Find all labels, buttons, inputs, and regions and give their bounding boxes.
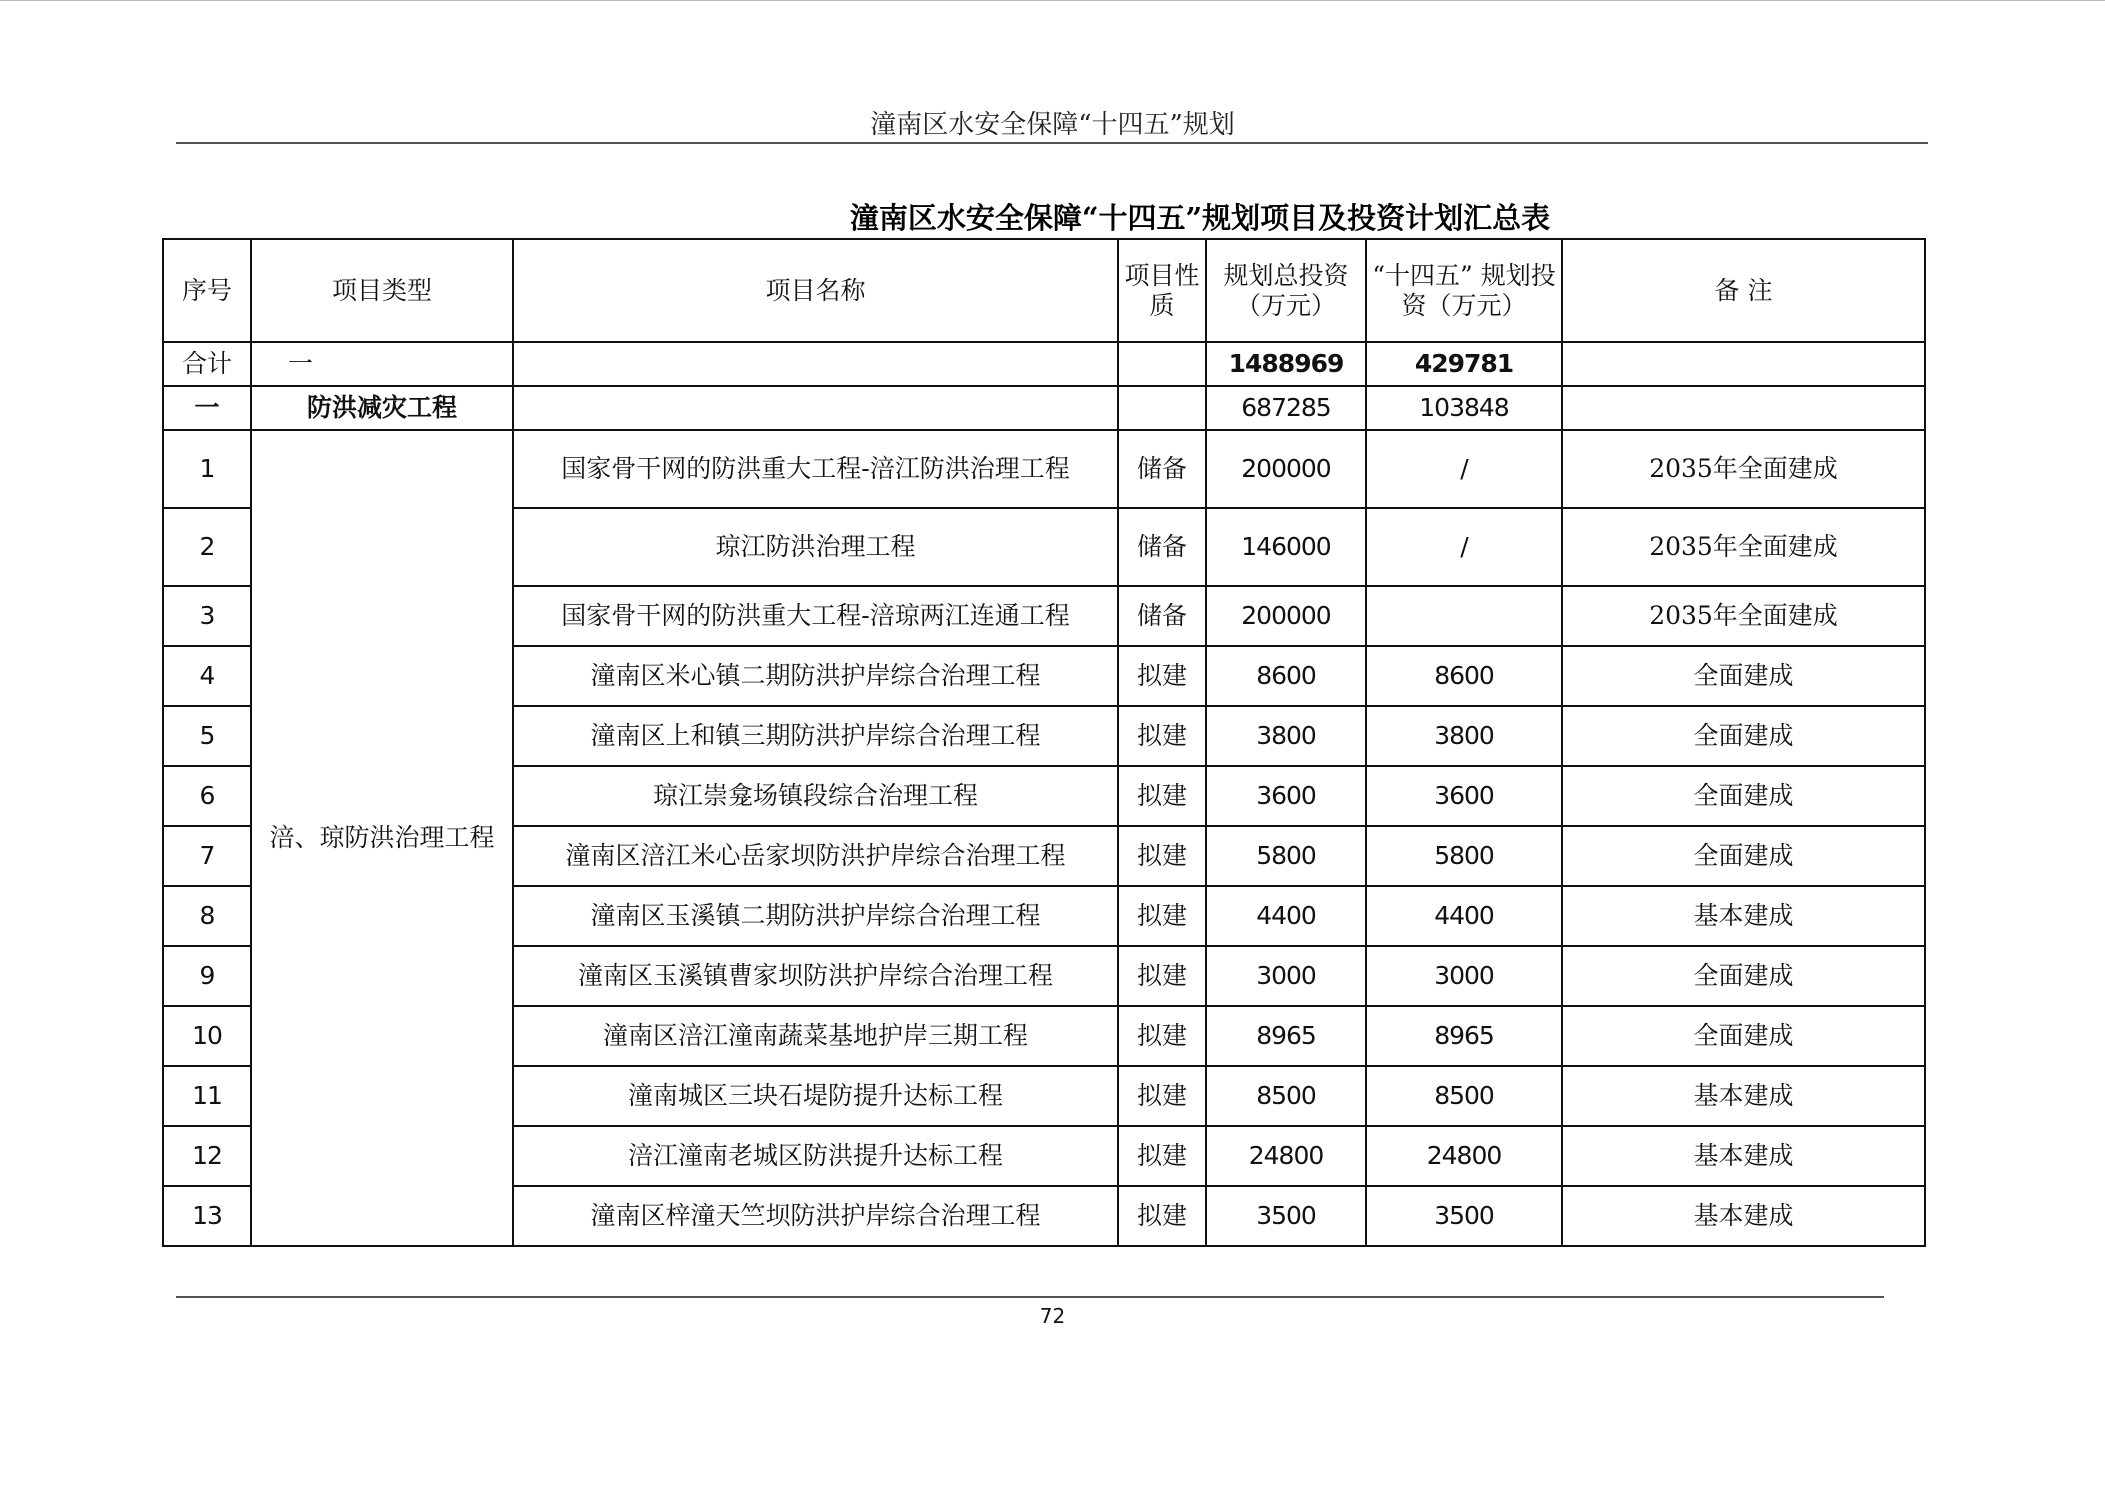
total-label: 合计: [163, 342, 251, 386]
row-total-investment: 8965: [1206, 1006, 1366, 1066]
row-nature: 拟建: [1118, 1066, 1206, 1126]
col-header-seq: 序号: [163, 239, 251, 342]
row-total-investment: 3800: [1206, 706, 1366, 766]
row-project-name: 潼南区玉溪镇曹家坝防洪护岸综合治理工程: [513, 946, 1118, 1006]
section-name-cell: [513, 386, 1118, 430]
total-row: [163, 342, 1925, 386]
total-note-cell: [1562, 342, 1925, 386]
row-plan14-investment: 8965: [1366, 1006, 1562, 1066]
row-note: 全面建成: [1562, 826, 1925, 886]
row-seq: 2: [163, 508, 251, 586]
row-note: 基本建成: [1562, 1066, 1925, 1126]
row-project-name: 国家骨干网的防洪重大工程-涪江防洪治理工程: [513, 430, 1118, 508]
row-note: 全面建成: [1562, 706, 1925, 766]
row-seq: 12: [163, 1126, 251, 1186]
row-note: 2035年全面建成: [1562, 508, 1925, 586]
row-seq: 4: [163, 646, 251, 706]
section-row: [163, 386, 1925, 430]
col-header-plan14: “十四五” 规划投资（万元）: [1366, 239, 1562, 342]
row-nature: 储备: [1118, 430, 1206, 508]
row-plan14-investment: 3800: [1366, 706, 1562, 766]
row-seq: 8: [163, 886, 251, 946]
row-note: 全面建成: [1562, 946, 1925, 1006]
row-project-name: 潼南区涪江米心岳家坝防洪护岸综合治理工程: [513, 826, 1118, 886]
col-header-total: 规划总投资（万元）: [1206, 239, 1366, 342]
row-project-name: 潼南城区三块石堤防提升达标工程: [513, 1066, 1118, 1126]
footer-divider: [176, 1296, 1884, 1298]
row-total-investment: 8600: [1206, 646, 1366, 706]
row-nature: 拟建: [1118, 766, 1206, 826]
row-project-name: 潼南区米心镇二期防洪护岸综合治理工程: [513, 646, 1118, 706]
row-note: 2035年全面建成: [1562, 430, 1925, 508]
row-plan14-investment: 3600: [1366, 766, 1562, 826]
table-title: 潼南区水安全保障“十四五”规划项目及投资计划汇总表: [849, 201, 1551, 235]
row-total-investment: 200000: [1206, 430, 1366, 508]
row-total-investment: 3600: [1206, 766, 1366, 826]
section-note-cell: [1562, 386, 1925, 430]
row-plan14-investment: 4400: [1366, 886, 1562, 946]
row-seq: 13: [163, 1186, 251, 1246]
header-divider: [176, 142, 1928, 144]
row-plan14-investment: 5800: [1366, 826, 1562, 886]
row-note: 基本建成: [1562, 1126, 1925, 1186]
row-seq: 10: [163, 1006, 251, 1066]
row-plan14-investment: 24800: [1366, 1126, 1562, 1186]
section-type: 防洪减灾工程: [251, 386, 513, 430]
top-border: [0, 0, 2105, 1]
total-name-cell: [513, 342, 1118, 386]
row-seq: 5: [163, 706, 251, 766]
row-nature: 拟建: [1118, 826, 1206, 886]
row-project-name: 潼南区上和镇三期防洪护岸综合治理工程: [513, 706, 1118, 766]
col-header-name: 项目名称: [513, 239, 1118, 342]
row-plan14-investment: [1366, 586, 1562, 646]
table-header-row: [163, 239, 1925, 342]
col-header-nature: 项目性质: [1118, 239, 1206, 342]
row-total-investment: 146000: [1206, 508, 1366, 586]
row-nature: 储备: [1118, 586, 1206, 646]
row-plan14-investment: /: [1366, 430, 1562, 508]
row-project-name: 潼南区涪江潼南蔬菜基地护岸三期工程: [513, 1006, 1118, 1066]
total-plan14: 429781: [1366, 342, 1562, 386]
row-nature: 拟建: [1118, 1006, 1206, 1066]
row-total-investment: 5800: [1206, 826, 1366, 886]
row-total-investment: 4400: [1206, 886, 1366, 946]
row-note: 基本建成: [1562, 1186, 1925, 1246]
row-plan14-investment: 3000: [1366, 946, 1562, 1006]
row-project-name: 国家骨干网的防洪重大工程-涪琼两江连通工程: [513, 586, 1118, 646]
section-plan14: 103848: [1366, 386, 1562, 430]
row-total-investment: 24800: [1206, 1126, 1366, 1186]
section-seq: 一: [163, 386, 251, 430]
row-nature: 拟建: [1118, 646, 1206, 706]
row-note: 全面建成: [1562, 646, 1925, 706]
row-total-investment: 3500: [1206, 1186, 1366, 1246]
row-seq: 7: [163, 826, 251, 886]
row-seq: 9: [163, 946, 251, 1006]
col-header-type: 项目类型: [251, 239, 513, 342]
row-project-name: 潼南区玉溪镇二期防洪护岸综合治理工程: [513, 886, 1118, 946]
row-seq: 11: [163, 1066, 251, 1126]
col-header-note: 备 注: [1562, 239, 1925, 342]
row-total-investment: 3000: [1206, 946, 1366, 1006]
row-nature: 拟建: [1118, 886, 1206, 946]
row-project-name: 涪江潼南老城区防洪提升达标工程: [513, 1126, 1118, 1186]
row-nature: 拟建: [1118, 1126, 1206, 1186]
row-nature: 拟建: [1118, 946, 1206, 1006]
row-project-name: 琼江防洪治理工程: [513, 508, 1118, 586]
section-nature-cell: [1118, 386, 1206, 430]
row-plan14-investment: 8500: [1366, 1066, 1562, 1126]
row-nature: 储备: [1118, 508, 1206, 586]
row-project-name: 潼南区梓潼天竺坝防洪护岸综合治理工程: [513, 1186, 1118, 1246]
total-investment: 1488969: [1206, 342, 1366, 386]
row-total-investment: 8500: [1206, 1066, 1366, 1126]
row-note: 2035年全面建成: [1562, 586, 1925, 646]
project-type-group: 涪、琼防洪治理工程: [251, 430, 513, 1246]
row-note: 全面建成: [1562, 766, 1925, 826]
row-nature: 拟建: [1118, 1186, 1206, 1246]
total-type: 一: [251, 342, 513, 386]
row-plan14-investment: /: [1366, 508, 1562, 586]
investment-summary-table: [162, 238, 1926, 1247]
row-plan14-investment: 3500: [1366, 1186, 1562, 1246]
section-investment: 687285: [1206, 386, 1366, 430]
running-header: 潼南区水安全保障“十四五”规划: [870, 110, 1235, 140]
row-nature: 拟建: [1118, 706, 1206, 766]
total-nature-cell: [1118, 342, 1206, 386]
row-seq: 6: [163, 766, 251, 826]
row-total-investment: 200000: [1206, 586, 1366, 646]
page-number: 72: [1039, 1304, 1066, 1328]
table-row: [163, 430, 1925, 508]
row-note: 全面建成: [1562, 1006, 1925, 1066]
row-note: 基本建成: [1562, 886, 1925, 946]
row-plan14-investment: 8600: [1366, 646, 1562, 706]
row-project-name: 琼江崇龛场镇段综合治理工程: [513, 766, 1118, 826]
row-seq: 3: [163, 586, 251, 646]
row-seq: 1: [163, 430, 251, 508]
